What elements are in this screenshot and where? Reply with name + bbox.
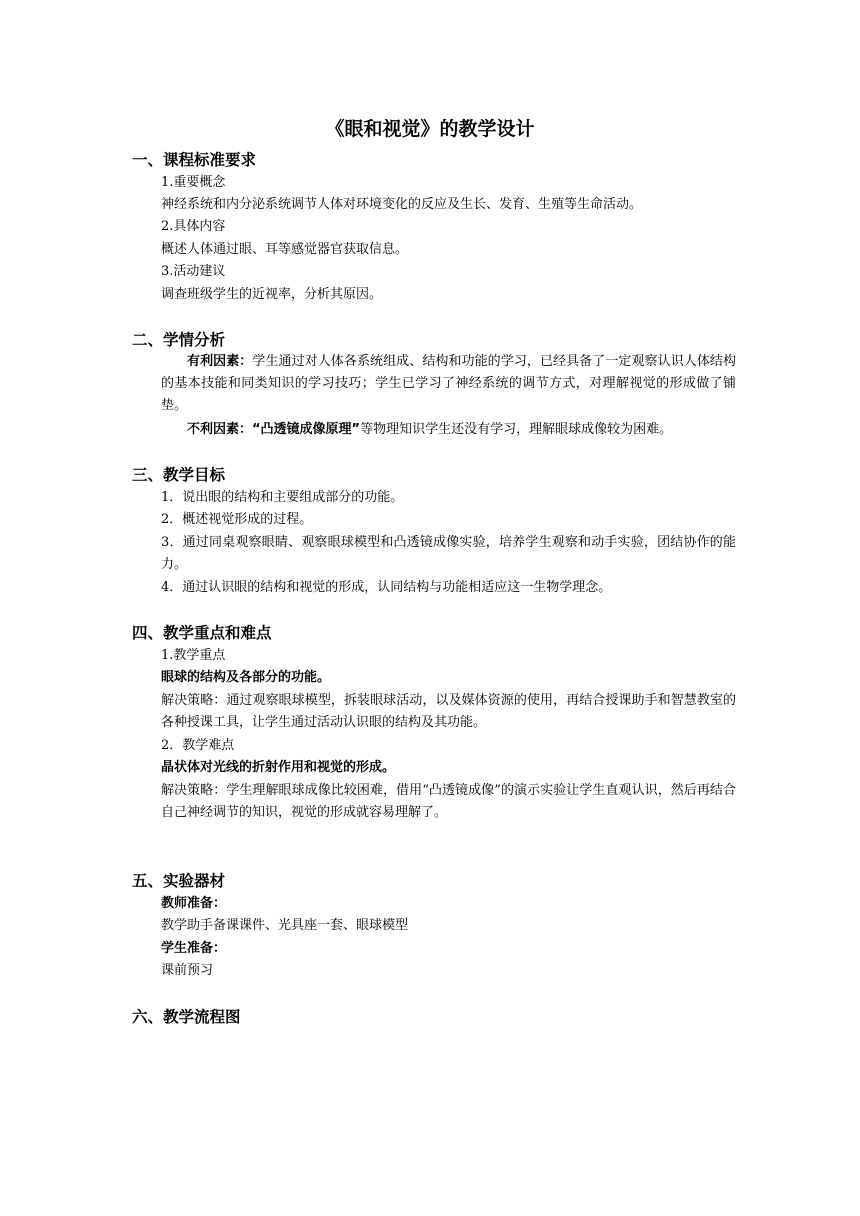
section-heading-key-points: 四、教学重点和难点 [132,624,272,642]
key-point-strategy: 解决策略：通过观察眼球模型，拆装眼球活动，以及媒体资源的使用，再结合授课助手和智慧教室的各种授课工具，让学生通过活动认识眼的结构及其功能。 [161,693,736,730]
curriculum-item-3-label: 3.活动建议 [161,264,226,279]
goal-item: 3．通过同桌观察眼睛、观察眼球模型和凸透镜成像实验，培养学生观察和动手实验，团结协作的能力。 [161,535,736,572]
unfavorable-factors-label: 不利因素： [187,422,253,437]
difficult-point-label: 2．教学难点 [161,738,235,753]
goal-item: 4．通过认识眼的结构和视觉的形成，认同结构与功能相适应这一生物学理念。 [161,580,612,595]
key-point-text: 眼球的结构及各部分的功能。 [161,670,331,685]
teacher-prep-text: 教学助手备课课件、光具座一套、眼球模型 [161,918,409,933]
section-heading-analysis: 二、学情分析 [132,331,226,349]
student-prep-text: 课前预习 [161,963,214,978]
section-heading-flowchart: 六、教学流程图 [132,1008,241,1026]
student-prep-label: 学生准备： [161,941,227,956]
favorable-factors-paragraph [161,351,736,417]
curriculum-item-2-text: 概述人体通过眼、耳等感觉器官获取信息。 [161,242,409,257]
section-heading-curriculum: 一、课程标准要求 [132,151,257,169]
document-title: 《眼和视觉》的教学设计 [325,118,535,140]
teacher-prep-label: 教师准备： [161,896,227,911]
favorable-factors-label: 有利因素： [187,354,253,369]
section-heading-goals: 三、教学目标 [132,466,226,484]
goal-item: 2．概述视觉形成的过程。 [161,512,313,527]
section-heading-materials: 五、实验器材 [132,872,226,890]
curriculum-item-3-text: 调查班级学生的近视率，分析其原因。 [161,287,383,302]
key-point-label: 1.教学重点 [161,648,226,663]
unfavorable-factors-paragraph [161,419,736,441]
curriculum-item-1-label: 1.重要概念 [161,175,226,190]
favorable-factors-text: 学生通过对人体各系统组成、结构和功能的学习，已经具备了一定观察认识人体结构的基本技能和同类知识的学习技巧；学生已学习了神经系统的调节方式，对理解视觉的形成做了铺垫。 [161,354,736,413]
curriculum-item-2-label: 2.具体内容 [161,219,226,234]
difficult-point-text: 晶状体对光线的折射作用和视觉的形成。 [161,760,396,775]
unfavorable-factors-text: 等物理知识学生还没有学习，理解眼球成像较为困难。 [360,422,673,437]
curriculum-item-1-text: 神经系统和内分泌系统调节人体对环境变化的反应及生长、发育、生殖等生命活动。 [161,197,643,212]
difficult-point-strategy: 解决策略：学生理解眼球成像比较困难，借用“凸透镜成像”的演示实验让学生直观认识，然后再结合自己神经调节的知识，视觉的形成就容易理解了。 [161,783,736,820]
unfavorable-factors-quote: “凸透镜成像原理” [252,422,361,437]
goal-item: 1．说出眼的结构和主要组成部分的功能。 [161,490,404,505]
